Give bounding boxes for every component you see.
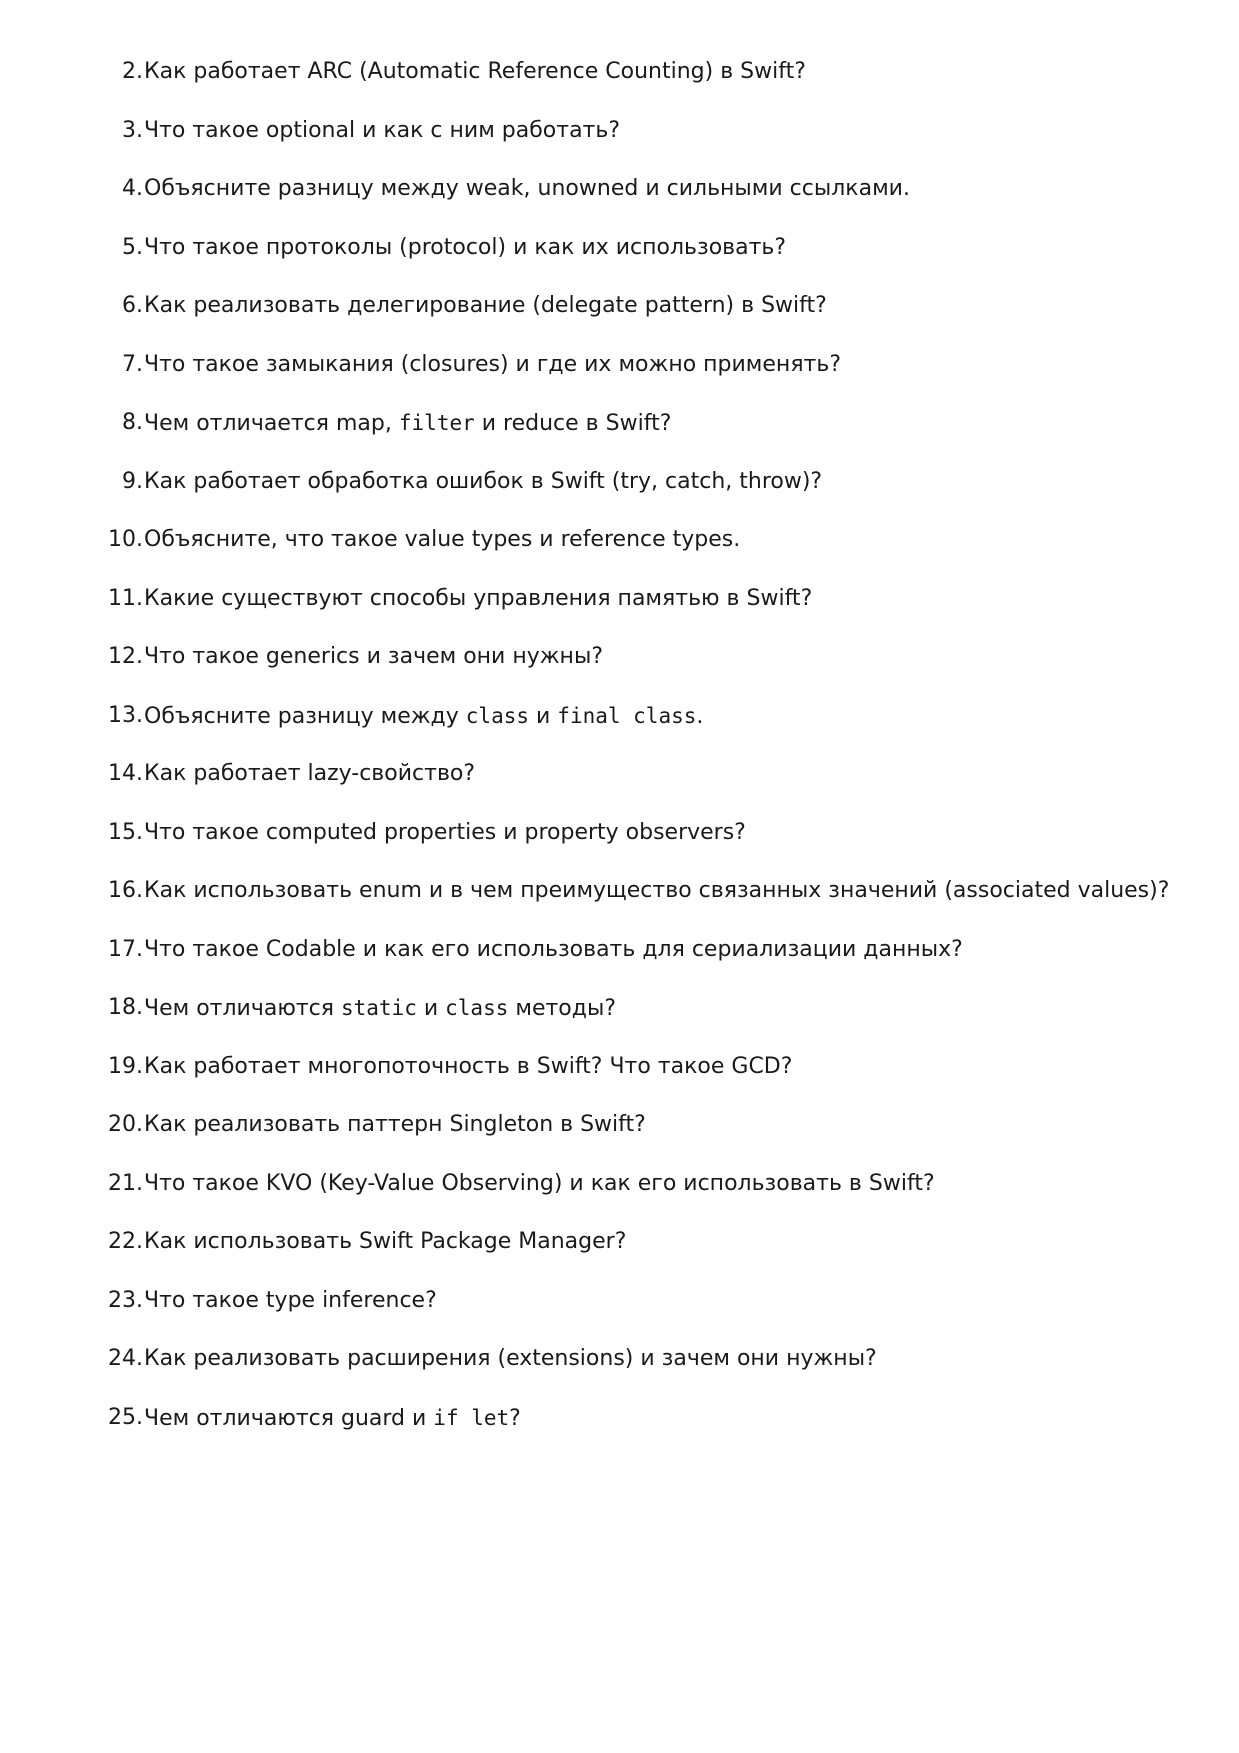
list-item-text [144, 1403, 521, 1434]
text-run: weak [465, 176, 524, 201]
list-item-number: 21. [108, 1170, 143, 1196]
list-item-text [144, 701, 703, 732]
text-run: и [416, 996, 446, 1021]
list-item-text [144, 467, 822, 497]
list-item-number: 12. [108, 644, 143, 669]
list-item-number: 17. [108, 936, 143, 962]
text-run: Как работает обработка ошибок в Swift (try, catch, throw)? [144, 468, 823, 494]
text-run: Что такое замыкания (closures) и где их можно применять? [144, 351, 842, 377]
text-run: Что такое computed properties и property observers? [144, 819, 746, 845]
list-item-text [144, 1052, 792, 1082]
list-item-text [144, 818, 746, 848]
text-run: reduce [503, 411, 579, 436]
list-item-number: 19. [108, 1053, 143, 1079]
list-item-number: 18. [108, 995, 143, 1020]
text-run: Как работает lazy-свойство? [144, 761, 476, 786]
list-item-text [144, 1344, 877, 1374]
text-run: Как работает ARC (Automatic Reference Counting) в Swift? [144, 59, 806, 84]
text-run: Объясните разницу между [144, 176, 466, 201]
list-item-number: 20. [108, 1112, 143, 1137]
text-run: и [474, 411, 504, 436]
text-run: guard [340, 1405, 405, 1431]
list-item-text [144, 1169, 935, 1199]
text-run: и сильными ссылками. [638, 176, 910, 201]
list-item-number: 4. [122, 176, 143, 201]
inline-code: class [445, 996, 509, 1020]
text-run: и [529, 703, 558, 729]
list-item-number: 9. [122, 468, 143, 494]
text-run: Как использовать [144, 878, 360, 903]
list-item-text [144, 642, 603, 672]
list-item-number: 11. [108, 585, 143, 611]
text-run: методы? [508, 996, 617, 1021]
list-item-number: 24. [108, 1346, 143, 1371]
list-item-text [144, 876, 1169, 906]
list-item-number: 16. [108, 878, 143, 903]
list-item-text [144, 1110, 646, 1140]
text-run: unowned [537, 176, 639, 201]
text-run: Как использовать Swift Package Manager? [144, 1229, 627, 1254]
list-item-number: 3. [122, 117, 143, 143]
list-item-number: 5. [122, 234, 143, 260]
inline-code: static [340, 996, 417, 1020]
text-run: Какие существуют способы управления памятью в Swift? [144, 585, 813, 611]
inline-code: if let [433, 1405, 510, 1430]
list-item-number: 10. [108, 527, 143, 552]
text-run: Что такое Codable и как его использовать для сериализации данных? [144, 936, 963, 962]
text-run: Как работает многопоточность в Swift? Что такое GCD? [144, 1053, 793, 1079]
list-item-number: 23. [108, 1287, 143, 1313]
text-run: , [384, 411, 399, 436]
text-run: Что такое протоколы (protocol) и как их использовать? [144, 234, 787, 260]
text-run: enum [359, 878, 422, 903]
text-run: Что такое generics и зачем они нужны? [144, 644, 603, 669]
text-run: map [336, 411, 385, 436]
list-item-number: 25. [108, 1404, 143, 1430]
text-run: Что такое optional и как с ним работать? [144, 117, 621, 143]
list-item-number: 14. [108, 761, 143, 786]
text-run: . [696, 703, 704, 729]
list-item-text [144, 993, 616, 1024]
text-run: Как реализовать делегирование (delegate pattern) в Swift? [144, 293, 827, 318]
list-item-text [144, 584, 812, 614]
list-item-number: 22. [108, 1229, 143, 1254]
list-item-text [144, 174, 910, 204]
list-item-number: 7. [122, 351, 143, 377]
list-item-number: 6. [122, 293, 143, 318]
inline-code: filter [398, 411, 475, 435]
text-run: ? [509, 1405, 521, 1431]
text-run: , [523, 176, 538, 201]
list-item-text [144, 1227, 626, 1257]
text-run: Как реализовать расширения (extensions) и зачем они нужны? [144, 1346, 877, 1371]
list-item-text [144, 1286, 437, 1316]
text-run: и в чем преимущество связанных значений (associated values)? [421, 878, 1170, 903]
list-item-text [144, 935, 963, 965]
text-run: Что такое type inference? [144, 1287, 437, 1313]
list-item-text [144, 525, 740, 555]
text-run: Что такое KVO (Key-Value Observing) и как его использовать в Swift? [144, 1170, 935, 1196]
text-run: Чем отличается [144, 411, 336, 436]
list-item-text [144, 57, 806, 87]
list-item-number: 13. [108, 702, 143, 728]
inline-code: class [465, 703, 529, 728]
list-item-text [144, 350, 841, 380]
list-item-text [144, 233, 786, 263]
text-run: Объясните, что такое value types и reference types. [144, 527, 741, 552]
text-run: Чем отличаются [144, 1405, 341, 1431]
list-item-text [144, 759, 475, 789]
text-run: и [405, 1405, 434, 1431]
list-item-text [144, 408, 671, 439]
text-run: в Swift? [578, 411, 672, 436]
text-run: Как реализовать паттерн Singleton в Swift? [144, 1112, 646, 1137]
list-item-number: 2. [122, 59, 143, 84]
list-item-text [144, 291, 827, 321]
list-item-number: 15. [108, 819, 143, 845]
text-run: Объясните разницу между [144, 703, 466, 729]
inline-code: final class [557, 703, 697, 728]
text-run: Чем отличаются [144, 996, 341, 1021]
list-item-text [144, 116, 620, 146]
list-item-number: 8. [122, 410, 143, 435]
